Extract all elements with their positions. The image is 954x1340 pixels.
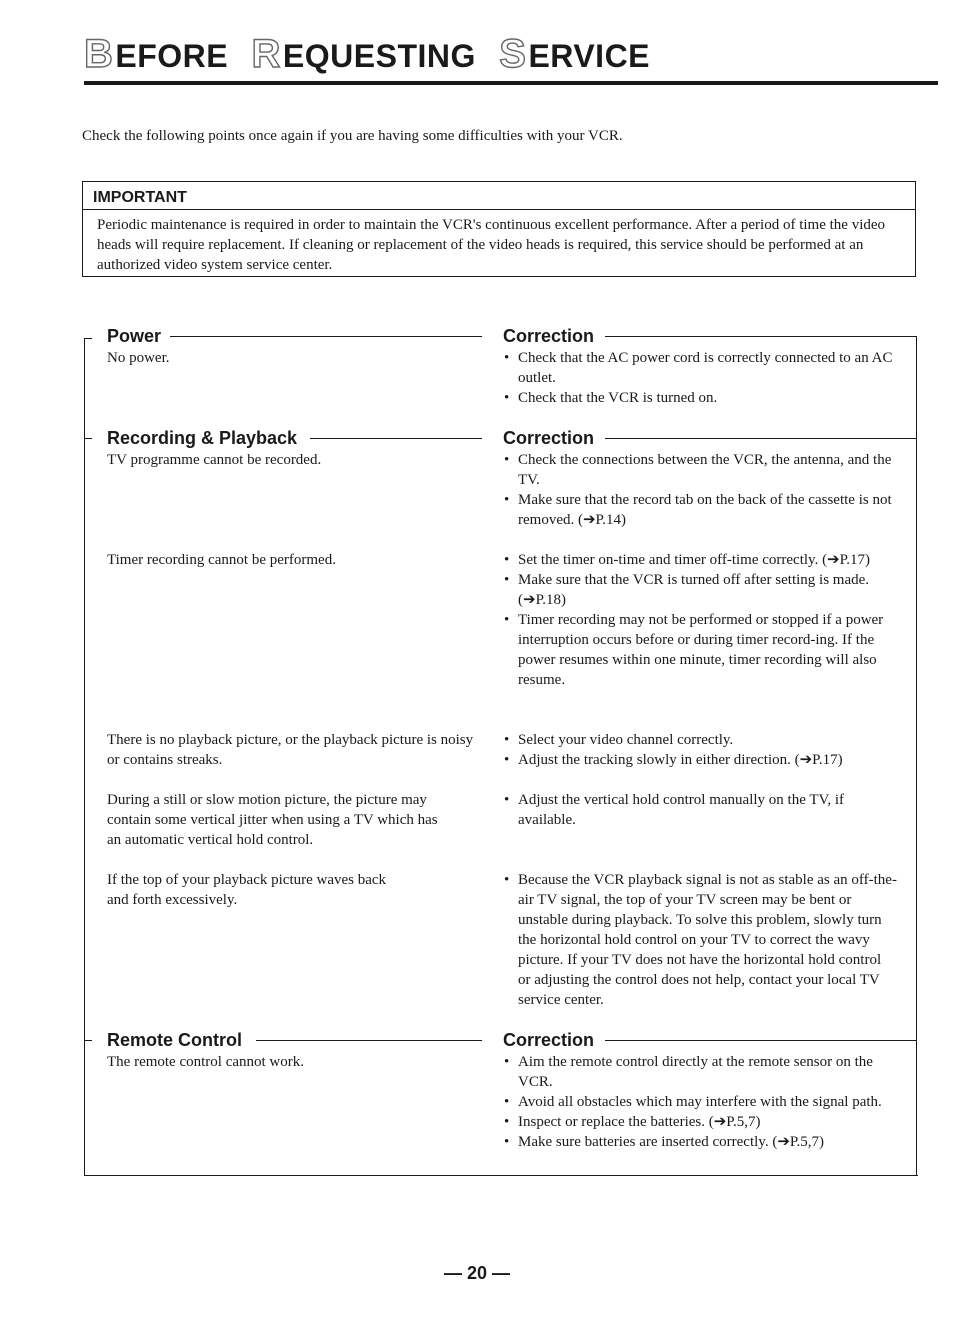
section-tick [84, 438, 92, 439]
list-item: • Timer recording may not be performed or stopped if a power interruption occurs before or during timer record-ing. If the power resumes within one minute, timer recording will also resume. [503, 610, 897, 690]
list-item: • Adjust the tracking slowly in either direction. (➔P.17) [503, 750, 897, 770]
power-heading: Power [107, 326, 162, 346]
heading-rule [605, 336, 917, 337]
recording-fixes-5 [503, 870, 897, 1010]
list-item: • Make sure that the record tab on the back of the cassette is not removed. (➔P.14) [503, 490, 897, 530]
recording-problem-1: TV programme cannot be recorded. [107, 452, 322, 468]
title-word-1: BEFORE [84, 32, 229, 76]
important-box [82, 181, 916, 277]
recording-problem-4: During a still or slow motion picture, the picture may contain some vertical jitter when using a TV which has an automatic vertical hold control. [107, 792, 438, 848]
heading-rule [170, 336, 482, 337]
heading-rule [310, 438, 482, 439]
title-initial: B [84, 32, 114, 76]
list-item: • Make sure batteries are inserted correctly. (➔P.5,7) [503, 1132, 897, 1152]
title-initial: S [499, 32, 527, 76]
table-bottom-border [84, 1175, 918, 1176]
section-tick [84, 1040, 92, 1041]
table-left-border [84, 338, 85, 1176]
important-divider [83, 209, 915, 210]
list-item: • Avoid all obstacles which may interfere with the signal path. [503, 1092, 897, 1112]
heading-rule [605, 1040, 917, 1041]
recording-fixes-1 [503, 450, 897, 530]
page-title [84, 34, 664, 78]
list-item: • Set the timer on-time and timer off-time correctly. (➔P.17) [503, 550, 897, 570]
list-item: • Adjust the vertical hold control manually on the TV, if available. [503, 790, 897, 830]
table-right-border [916, 336, 917, 1176]
remote-problem: The remote control cannot work. [107, 1054, 305, 1070]
important-text: Periodic maintenance is required in order to maintain the VCR's continuous excellent performance. After a period of time the video heads will require replacement. If cleaning or replacement of the video heads is required, this service should be performed at an authorized video system service center. [97, 217, 886, 273]
page-number: — 20 — [443, 1263, 511, 1283]
power-problem: No power. [107, 350, 170, 366]
title-word-3: SERVICE [499, 32, 651, 76]
remote-fixes [503, 1052, 897, 1152]
list-item: • Check that the VCR is turned on. [503, 388, 897, 408]
remote-heading: Remote Control [107, 1030, 242, 1050]
recording-fixes-3 [503, 730, 897, 770]
list-item: • Inspect or replace the batteries. (➔P.5,7) [503, 1112, 897, 1132]
power-fixes [503, 348, 897, 408]
heading-rule [605, 438, 917, 439]
recording-correction-heading: Correction [503, 428, 595, 448]
heading-rule [256, 1040, 482, 1041]
intro-text: Check the following points once again if you are having some difficulties with your VCR. [82, 128, 623, 144]
recording-fixes-4 [503, 790, 897, 830]
recording-problem-5: If the top of your playback picture waves back and forth excessively. [107, 872, 387, 908]
title-word-2: REQUESTING [251, 32, 476, 76]
remote-correction-heading: Correction [503, 1030, 595, 1050]
power-correction-heading: Correction [503, 326, 595, 346]
list-item: • Make sure that the VCR is turned off after setting is made. (➔P.18) [503, 570, 897, 610]
recording-heading: Recording & Playback [107, 428, 298, 448]
list-item: • Check that the AC power cord is correctly connected to an AC outlet. [503, 348, 897, 388]
recording-problem-2: Timer recording cannot be performed. [107, 552, 336, 568]
recording-problem-3: There is no playback picture, or the playback picture is noisy or contains streaks. [107, 732, 474, 768]
title-underline [84, 81, 938, 85]
recording-fixes-2 [503, 550, 897, 690]
list-item: • Because the VCR playback signal is not as stable as an off-the-air TV signal, the top of your TV screen may be bent or unstable during playback. To solve this problem, slowly turn the horizontal hold control on your TV to correct the wavy picture. If your TV does not have the horizontal hold control or adjusting the control does not help, contact your local TV service center. [503, 870, 897, 1010]
important-heading: IMPORTANT [93, 189, 187, 206]
list-item: • Check the connections between the VCR, the antenna, and the TV. [503, 450, 897, 490]
list-item: • Aim the remote control directly at the remote sensor on the VCR. [503, 1052, 897, 1092]
section-tick [84, 338, 92, 339]
list-item: • Select your video channel correctly. [503, 730, 897, 750]
title-initial: R [251, 32, 281, 76]
